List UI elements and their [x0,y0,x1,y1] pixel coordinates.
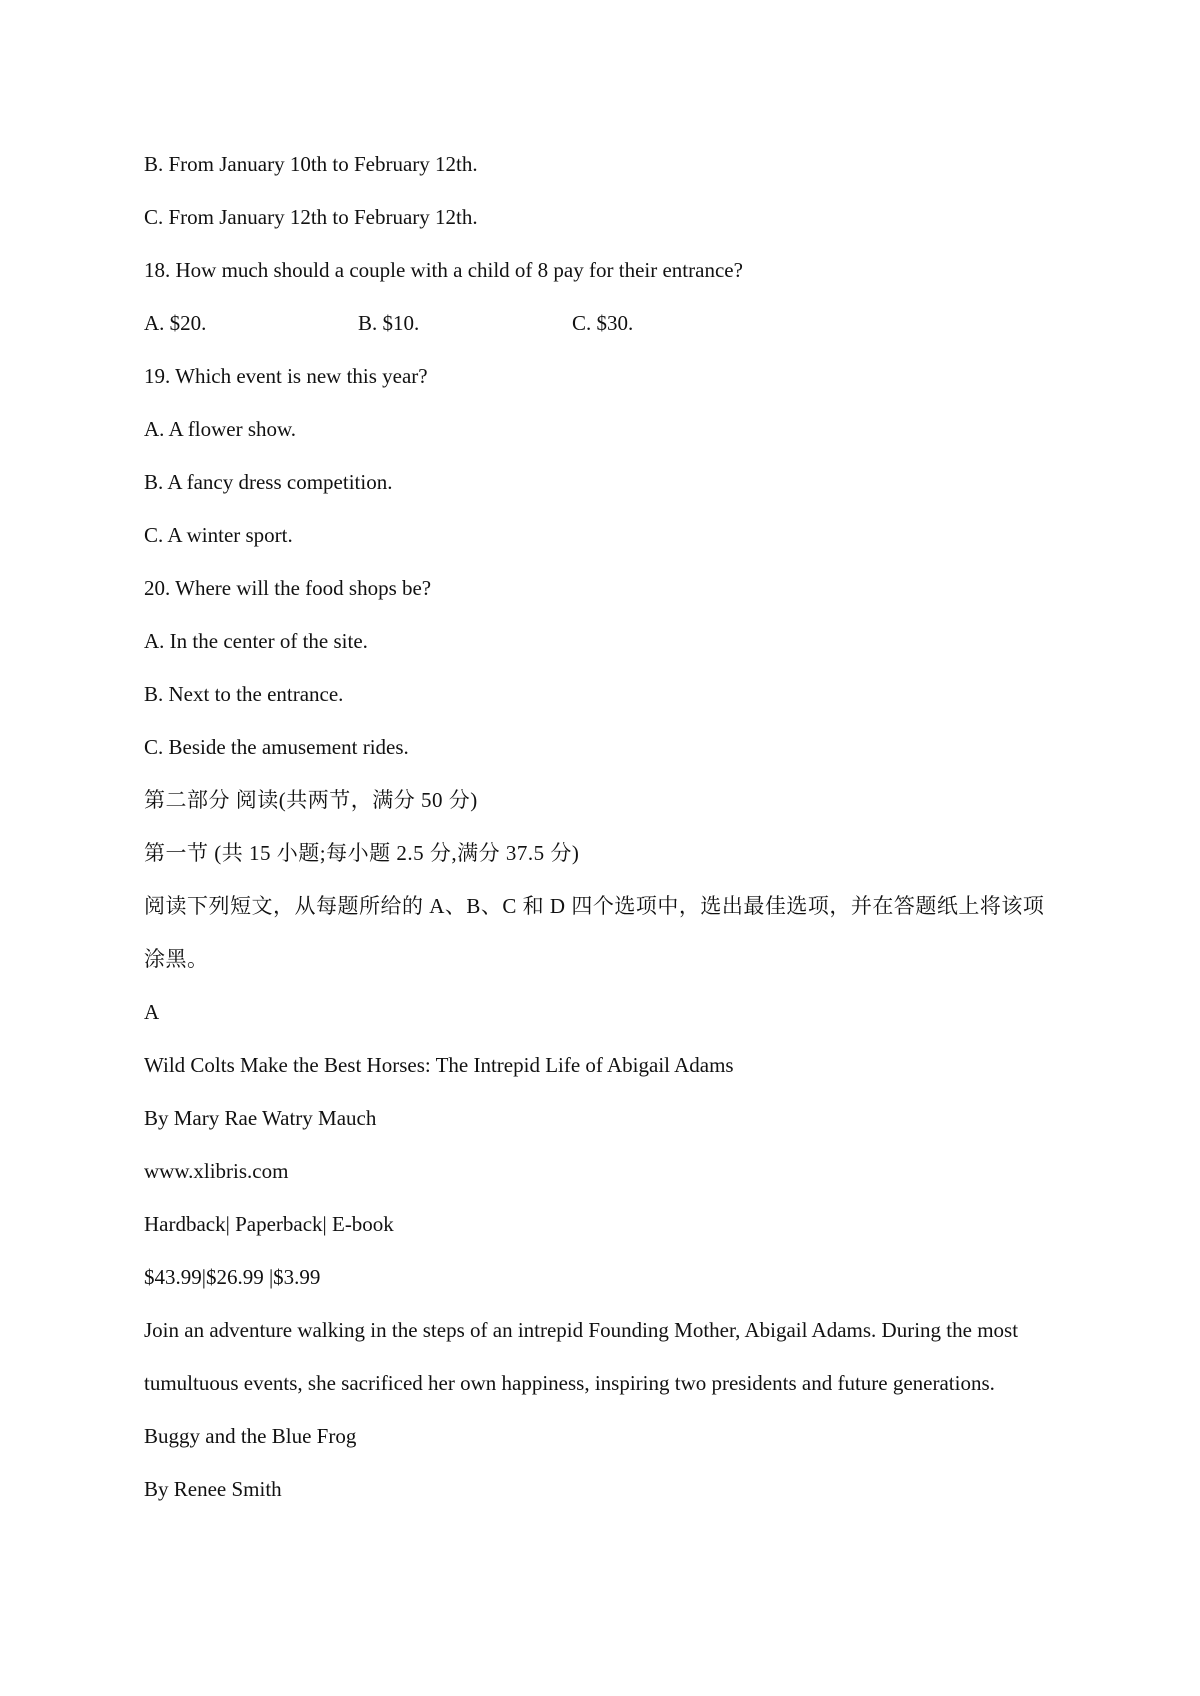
q18-option-a: A. $20. [144,311,207,335]
q19-option-c: C. A winter sport. [144,523,293,547]
q20-question: 20. Where will the food shops be? [144,576,432,600]
exam-page [144,138,1064,1516]
reading-section-title: 第一节 (共 15 小题;每小题 2.5 分,满分 37.5 分) [144,841,580,865]
passage-label: A [144,1000,160,1024]
q18-options [144,297,1064,350]
book2-author: By Renee Smith [144,1477,282,1501]
q20-option-b: B. Next to the entrance. [144,682,344,706]
book1-prices: $43.99|$26.99 |$3.99 [144,1265,321,1289]
q18-option-c: C. $30. [572,311,634,335]
q18-question: 18. How much should a couple with a child of 8 pay for their entrance? [144,258,743,282]
reading-instructions: 阅读下列短文，从每题所给的 A、B、C 和 D 四个选项中，选出最佳选项，并在答题纸上将该项涂黑。 [144,894,1045,971]
q19-option-b: B. A fancy dress competition. [144,470,393,494]
book2-title: Buggy and the Blue Frog [144,1424,357,1448]
book1-author: By Mary Rae Watry Mauch [144,1106,377,1130]
q19-question: 19. Which event is new this year? [144,364,428,388]
book1-title: Wild Colts Make the Best Horses: The Intrepid Life of Abigail Adams [144,1053,734,1077]
book1-description: Join an adventure walking in the steps of an intrepid Founding Mother, Abigail Adams. During the most tumultuous events, she sacrificed her own happiness, inspiring two presidents and future generations. [144,1318,1019,1395]
reading-part-title: 第二部分 阅读(共两节，满分 50 分) [144,788,478,812]
q17-option-b: B. From January 10th to February 12th. [144,152,478,176]
book1-website: www.xlibris.com [144,1159,289,1183]
q17-option-c: C. From January 12th to February 12th. [144,205,478,229]
q19-option-a: A. A flower show. [144,417,297,441]
q20-option-a: A. In the center of the site. [144,629,368,653]
book1-formats: Hardback| Paperback| E-book [144,1212,394,1236]
q18-option-b: B. $10. [358,311,420,335]
q20-option-c: C. Beside the amusement rides. [144,735,409,759]
